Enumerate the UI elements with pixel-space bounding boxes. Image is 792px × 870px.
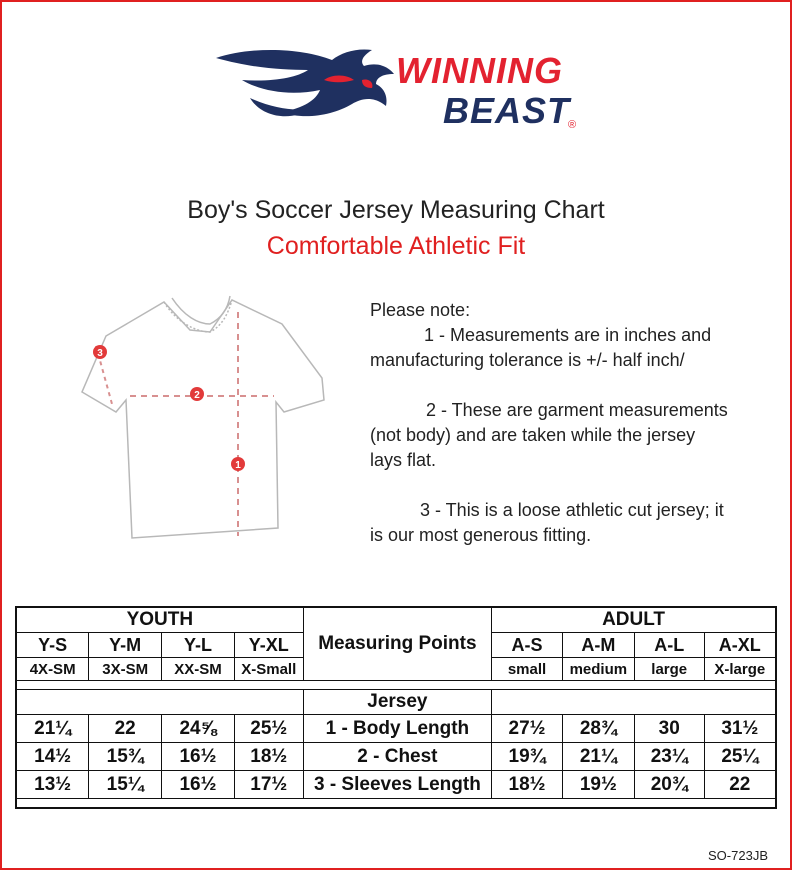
- value-cell: 25½: [234, 715, 303, 743]
- note-2-line-3: lays flat.: [370, 450, 437, 470]
- value-cell: 22: [704, 771, 776, 799]
- value-cell: 14½: [16, 743, 89, 771]
- size-table: [15, 606, 777, 809]
- measuring-point-label: 3 - Sleeves Length: [303, 771, 491, 799]
- value-cell: 21¼: [562, 743, 634, 771]
- value-cell: 18½: [492, 771, 563, 799]
- size-cell: A-XL: [704, 633, 776, 658]
- notes-block: [370, 298, 750, 548]
- measuring-points-header: Measuring Points: [303, 607, 491, 681]
- spacer-row: [16, 799, 776, 809]
- notes-heading: Please note:: [370, 300, 471, 320]
- size-cell: A-M: [562, 633, 634, 658]
- value-cell: 15¾: [89, 743, 162, 771]
- value-cell: 17½: [234, 771, 303, 799]
- value-cell: 22: [89, 715, 162, 743]
- value-cell: 13½: [16, 771, 89, 799]
- alt-size-cell: X-large: [704, 658, 776, 681]
- value-cell: 23¼: [634, 743, 704, 771]
- alt-size-cell: 4X-SM: [16, 658, 89, 681]
- value-cell: 19½: [562, 771, 634, 799]
- svg-text:3: 3: [97, 348, 103, 359]
- svg-text:1: 1: [235, 460, 241, 471]
- alt-size-cell: medium: [562, 658, 634, 681]
- note-2-line-2: (not body) and are taken while the jersey: [370, 425, 696, 445]
- value-cell: 16½: [162, 771, 235, 799]
- size-cell: Y-XL: [234, 633, 303, 658]
- note-2-line-1: 2 - These are garment measurements: [426, 400, 728, 420]
- product-code: SO-723JB: [708, 848, 768, 863]
- section-label: Jersey: [303, 690, 491, 715]
- size-cell: A-S: [492, 633, 563, 658]
- value-cell: 31½: [704, 715, 776, 743]
- note-1-line-1: 1 - Measurements are in inches and: [424, 325, 712, 345]
- value-cell: 21¼: [16, 715, 89, 743]
- section-row: [16, 690, 776, 715]
- size-cell: A-L: [634, 633, 704, 658]
- note-1-line-2: manufacturing tolerance is +/- half inch/: [370, 350, 685, 370]
- alt-size-cell: large: [634, 658, 704, 681]
- value-cell: 25¼: [704, 743, 776, 771]
- logo-word-beast: BEAST: [443, 90, 571, 131]
- note-3-line-1: 3 - This is a loose athletic cut jersey; it: [420, 500, 724, 520]
- measuring-point-label: 2 - Chest: [303, 743, 491, 771]
- chart-title: Boy's Soccer Jersey Measuring Chart: [187, 196, 605, 224]
- svg-text:2: 2: [194, 390, 200, 401]
- size-cell: Y-L: [162, 633, 235, 658]
- size-cell: Y-S: [16, 633, 89, 658]
- adult-header: ADULT: [492, 607, 776, 633]
- value-cell: 16½: [162, 743, 235, 771]
- alt-size-cell: XX-SM: [162, 658, 235, 681]
- value-cell: 30: [634, 715, 704, 743]
- logo-word-winning: WINNING: [396, 50, 563, 91]
- note-3-line-2: is our most generous fitting.: [370, 525, 592, 545]
- registered-mark: ®: [568, 119, 577, 131]
- spacer-row: [16, 681, 776, 690]
- value-cell: 27½: [492, 715, 563, 743]
- table-row: [16, 743, 776, 771]
- alt-size-cell: X-Small: [234, 658, 303, 681]
- youth-header: YOUTH: [16, 607, 303, 633]
- value-cell: 28¾: [562, 715, 634, 743]
- marker-3: [93, 345, 107, 359]
- value-cell: 24⅝: [162, 715, 235, 743]
- marker-1: [231, 457, 245, 471]
- value-cell: 15¼: [89, 771, 162, 799]
- table-row: [16, 715, 776, 743]
- alt-size-cell: 3X-SM: [89, 658, 162, 681]
- jersey-diagram: [72, 292, 334, 548]
- group-header-row: [16, 607, 776, 633]
- value-cell: 19¾: [492, 743, 563, 771]
- chart-subtitle: Comfortable Athletic Fit: [266, 232, 526, 260]
- value-cell: 18½: [234, 743, 303, 771]
- alt-size-cell: small: [492, 658, 563, 681]
- value-cell: 20¾: [634, 771, 704, 799]
- table-row: [16, 771, 776, 799]
- marker-2: [190, 387, 204, 401]
- size-cell: Y-M: [89, 633, 162, 658]
- measuring-point-label: 1 - Body Length: [303, 715, 491, 743]
